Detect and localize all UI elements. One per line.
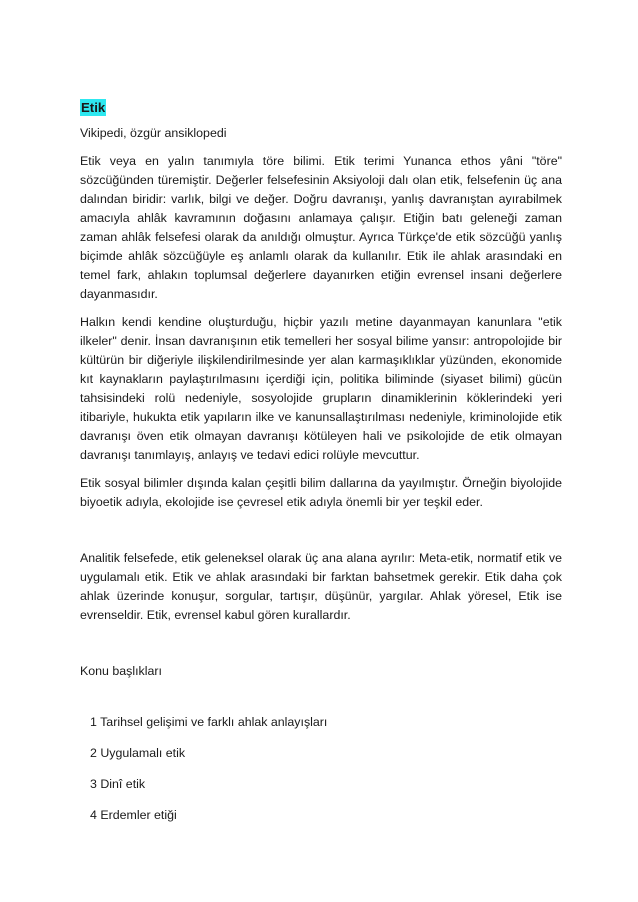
page-title: Etik xyxy=(81,100,106,115)
page-subtitle: Vikipedi, özgür ansiklopedi xyxy=(80,126,227,140)
paragraph-definition: Etik veya en yalın tanımıyla töre bilimi. Etik terimi Yunanca ethos yâni "töre" sözcüğünden türemiştir. Değerler felsefesinin Aksiyoloji dalı olan etik, felsefenin üç ana dalından biridir: varlık, bilgi ve değer. Doğru davranışı, yanlış davranıştan ayırabilmek amacıyla ahlâk kavramının doğasını anlamaya çalışır. Etiğin batı geleneği zaman zaman ahlâk felsefesi olarak da anıldığı olmuştur. Ayrıca Türkçe'de etik sözcüğü yanlış biçimde ahlâk sözcüğüyle eş anlamlı olarak da kullanılır. Etik ile ahlak arasındaki en temel fark, ahlakın toplumsal değerlere dayanırken etiğin evrensel insani değerlere dayanmasıdır. xyxy=(80,154,562,301)
toc-item-virtue-ethics: 4 Erdemler etiği xyxy=(90,808,177,822)
toc-item-history: 1 Tarihsel gelişimi ve farklı ahlak anlayışları xyxy=(90,715,328,729)
paragraph-analytic-philosophy: Analitik felsefede, etik geleneksel olarak üç ana alana ayrılır: Meta-etik, normatif etik ve uygulamalı etik. Etik ve ahlak arasındaki bir farktan bahsetmek gerekir. Etik daha çok ahlak üzerinde konuşur, sorgular, tartışır, düşünür, yargılar. Ahlak yöresel, Etik ise evrenseldir. Etik, evrensel kabul gören kurallardır. xyxy=(80,551,562,622)
toc-heading: Konu başlıkları xyxy=(80,664,162,678)
toc-list xyxy=(90,713,562,825)
toc-item-religious-ethics: 3 Dinî etik xyxy=(90,777,146,791)
paragraph-social-sciences: Halkın kendi kendine oluşturduğu, hiçbir yazılı metine dayanmayan kanunlara "etik ilkeler" denir. İnsan davranışının etik temelleri her sosyal bilime yansır: antropolojide bir kültürün bir diğeriyle ilişkilendirilmesinde yer alan karmaşıklıklar yüzünden, ekonomide kıt kaynakların paylaştırılmasını içerdiği için, politika biliminde (siyaset bilimi) gücün tahsisindeki rolü nedeniyle, sosyolojide grupların dinamiklerinin köklerindeki yeri itibariyle, hukukta etik yapıların ilke ve kanunsallaştırılması nedeniyle, kriminolojide etik davranışı öven etik olmayan davranışı kötüleyen hali ve psikolojide de etik olmayan davranışı tanımlayış, anlayış ve tedavi edici rolüyle mevcuttur. xyxy=(80,315,562,462)
paragraph-other-sciences: Etik sosyal bilimler dışında kalan çeşitli bilim dallarına da yayılmıştır. Örneğin biyolojide biyoetik adıyla, ekolojide ise çevresel etik adıyla önemli bir yer teşkil eder. xyxy=(80,476,562,509)
toc-item-applied-ethics: 2 Uygulamalı etik xyxy=(90,746,186,760)
document-page xyxy=(80,99,562,837)
